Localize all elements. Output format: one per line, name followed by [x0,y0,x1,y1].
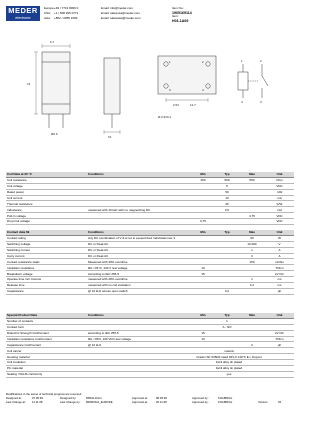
cell-min: 10 [201,337,205,341]
approved-by-label: Approved by: [192,396,209,400]
cell-parameter: Pin material [7,367,23,371]
cell-min: 10 [201,266,205,270]
cell-conditions: measured with 10 kHz with no magnetizing DC [88,208,151,212]
logo-subtext: electronic [15,15,31,20]
cell-parameter: Sealing / RoHS conformity [7,373,43,377]
sch-label-2: 2 [260,59,262,63]
cell-conditions: @ 10 kHz [88,343,102,347]
designed-by-value: RMIGLIOLO [86,396,102,400]
cell-parameter: Contact rating [7,237,26,241]
header-parameter: Coil Data at 20 °C [7,173,32,177]
cell-conditions: According to IEC 255-5 [88,272,120,276]
header [6,6,294,30]
header-max: Max [249,314,255,318]
cell-conditions: Any DC combination of V & A not to exceed their individual max.'s [88,237,176,241]
table-row [6,289,294,295]
cell-parameter: Breakdown voltage [7,272,33,276]
contact-region: Asia: [44,15,51,20]
cell-typ: 10 [225,196,229,200]
pin-label-4: 4 [202,88,204,92]
cell-parameter: Coil voltage [7,185,23,189]
header-min: Min [200,173,206,177]
relay-side-view [104,58,120,114]
header-max: Max [249,173,255,177]
header-min: Min [200,231,206,235]
cell-unit: pF [277,290,282,294]
cell-min: 15 [201,272,205,276]
cell-parameter: Capacitance [7,290,24,294]
header-max: Max [249,231,255,235]
cell-unit: ms [277,284,282,288]
header-parameter: Special Product Data [7,314,38,318]
cell-unit: mW [276,190,283,194]
item-no-value: 1905169114 [172,10,192,15]
table-row [6,219,294,225]
cell-unit: A [278,248,281,252]
cell-unit: kV DC [275,272,284,276]
cell-unit: pF [277,343,282,347]
cell-unit: VDC [276,220,283,224]
cell-conditions: measured with no coil excitation [88,284,131,288]
cell-value: FeNi alloy tin plated [215,361,243,365]
cell-parameter: Rated power [7,190,25,194]
contact-list [44,7,174,21]
cell-parameter: Insulation resistance [7,266,35,270]
header-unit: Unit [276,231,283,235]
cell-conditions: according to IEC 255-5 [88,331,119,335]
contact-phone: +1 / 508 295 0771 [54,10,79,15]
contact-data-table [6,230,294,295]
cell-parameter: Contact resistance static [7,260,40,264]
cell-unit: ms [277,278,282,282]
designed-at-value: 07.05.99 [32,396,43,400]
item-label: Item: [172,14,179,19]
cell-conditions: measured with 40% overdrive [88,278,128,282]
cell-typ: 50 [225,190,229,194]
cell-unit: TOhm [275,337,284,341]
header-conditions: Conditions [88,231,104,235]
drawing-note: Ø 0.9±0.1 [158,115,172,119]
last-change-by-label: Last Change by: [60,400,81,404]
cell-unit: TOhm [275,266,284,270]
header-parameter: Contact data 69 [7,231,30,235]
table-row [6,372,294,378]
last-approved-by-value: KOLBRICH [218,400,233,404]
cell-unit: VDC [276,185,283,189]
pin-label-1: 1 [169,60,171,64]
cell-unit: K/W [276,202,283,206]
header-unit: Unit [276,314,283,318]
cell-parameter: Insulation resistance Coil/Contact [7,337,52,341]
dim-spacing-label: 12.7 [190,103,196,107]
version-label: Version: [258,400,269,404]
dim-pitch-label: 2.54 [173,103,179,107]
last-approved-at-value: 26.11.08 [156,400,167,404]
cell-conditions: Measured with 40% overdrive [88,260,128,264]
schematic-symbol [238,64,268,98]
designed-by-label: Designed by: [60,396,77,400]
contact-phone: +49 / 7731 8399 0 [54,6,79,10]
cell-unit: A [278,254,281,258]
cell-parameter: Contact form [7,326,25,330]
last-change-at-label: Last Change at: [6,400,26,404]
cell-unit: VDC [276,214,283,218]
contact-email[interactable]: Email: salesusa@meder.com [101,10,140,15]
dim-height-label: 16 [27,82,31,86]
cell-parameter: Operate time incl. bounce [7,278,42,282]
last-approved-by-label: Approved by: [192,400,209,404]
technical-drawing [6,32,294,170]
last-change-at-value: 11.11.08 [32,400,43,404]
cell-max: 150 [249,260,255,264]
header-typ: Typ [224,314,230,318]
cell-parameter: Switching voltage [7,243,31,247]
cell-parameter: Thermal resistance [7,202,33,206]
pin-label-2: 2 [202,60,204,64]
cell-parameter: Drop-Out voltage [7,220,30,224]
cell-max: 1 [251,278,253,282]
cell-typ: 0,2 [224,290,230,294]
contact-row [44,17,174,22]
header-min: Min [200,314,206,318]
cell-unit: W [278,237,281,241]
cell-value: FeNi alloy tin plated [215,367,243,371]
cell-typ: 5 [226,185,228,189]
header-conditions: Conditions [88,173,104,177]
contact-email[interactable]: Email: info@meder.com [101,6,133,10]
approved-at-value: 08.05.99 [156,396,167,400]
cell-parameter: Inductance [7,208,22,212]
approved-by-value: KOLBRICH [218,396,233,400]
contact-region: USA: [44,10,52,15]
cell-max: 1 [251,248,253,252]
cell-conditions: DC or Peak AC [88,248,109,252]
footer [6,393,294,405]
version-value: 03 [278,400,282,404]
cell-unit: mA [277,196,282,200]
item-value: H01-1A69 [172,18,189,23]
cell-max: 0,1 [249,284,255,288]
cell-value: natural [224,349,234,353]
cell-min: 15 [201,331,205,335]
cell-value: Crastin SK 645FR rated 94V-0 140°C E.I. Dupont [196,355,262,359]
dim-pin-diameter-label: Ø0.6 [51,132,58,136]
footer-row-last-change [6,401,294,405]
cell-parameter: Capacitance Coil/Contact [7,343,41,347]
sch-label-1: 1 [241,59,243,63]
modification-notice: Modifications in the sense of technical progress are reserved [6,392,82,396]
cell-parameter: Switching current [7,248,31,252]
dim-side-label: 15 [108,135,112,139]
contact-phone: +852 / 2955 1682 [54,15,78,20]
header-conditions: Conditions [88,314,104,318]
cell-parameter: Carry current [7,254,25,258]
cell-parameter: Housing material [7,355,30,359]
designed-at-label: Designed at: [6,396,22,400]
logo-text: MEDER [8,6,38,15]
cell-conditions: RH <45%, 100 VDC test voltage [88,337,131,341]
meder-logo[interactable] [6,6,40,21]
special-product-table [6,313,294,378]
cell-conditions: RH <45 %, 100 V test voltage [88,266,128,270]
cell-max: 10.000 [247,243,257,247]
cell-typ: A - NO [222,326,232,330]
pin-label-3: 3 [169,88,171,92]
cell-unit: kV DC [275,331,284,335]
cell-unit: Ohm [276,179,283,183]
cell-parameter: Number of contacts [7,320,34,324]
cell-typ: 25 [225,202,229,206]
cell-parameter: Coil resistance [7,179,27,183]
cell-typ: 0,5 [224,208,230,212]
header-typ: Typ [224,173,230,177]
cell-unit: mH [277,208,282,212]
last-change-by-value: MDIRODA_EUROPE [86,400,113,404]
cell-unit: mOhm [275,260,284,264]
cell-conditions: @ 10 kHz across open switch [88,290,128,294]
cell-parameter: Coil carrier [7,349,22,353]
cell-conditions: DC or Peak AC [88,254,109,258]
cell-min: 450 [200,179,206,183]
last-approved-at-label: Approved at: [132,400,148,404]
header-typ: Typ [224,231,230,235]
cell-value: yes [226,373,232,377]
item-no-label: Item No.: [172,6,185,10]
cell-typ: 1 [226,320,228,324]
cell-parameter: Coil insulation [7,361,26,365]
cell-parameter: Coil current [7,196,23,200]
cell-typ: 500 [224,179,230,183]
coil-data-table [6,172,294,225]
cell-max: 3 [251,254,253,258]
cell-unit: V [278,243,281,247]
contact-email[interactable]: Email: salesasia@meder.com [101,15,141,20]
cell-parameter: Pull-In voltage [7,214,27,218]
item-info [172,7,242,23]
sch-label-4: 4 [241,100,243,104]
approved-at-label: Approved at: [132,396,148,400]
relay-front-view [42,52,70,114]
cell-max: 3,75 [249,214,255,218]
cell-max: 2 [251,343,253,347]
dim-width-label: 6.7 [50,40,55,44]
contact-region: Europe: [44,6,55,10]
cell-max: 550 [249,179,255,183]
cell-min: 0,75 [200,220,206,224]
cell-max: 50 [250,237,254,241]
header-unit: Unit [276,173,283,177]
cell-parameter: Release time [7,284,25,288]
cell-parameter: Dielectric Strength Coil/Contact [7,331,49,335]
cell-conditions: DC or Peak AC [88,243,109,247]
sch-label-3: 3 [260,100,262,104]
